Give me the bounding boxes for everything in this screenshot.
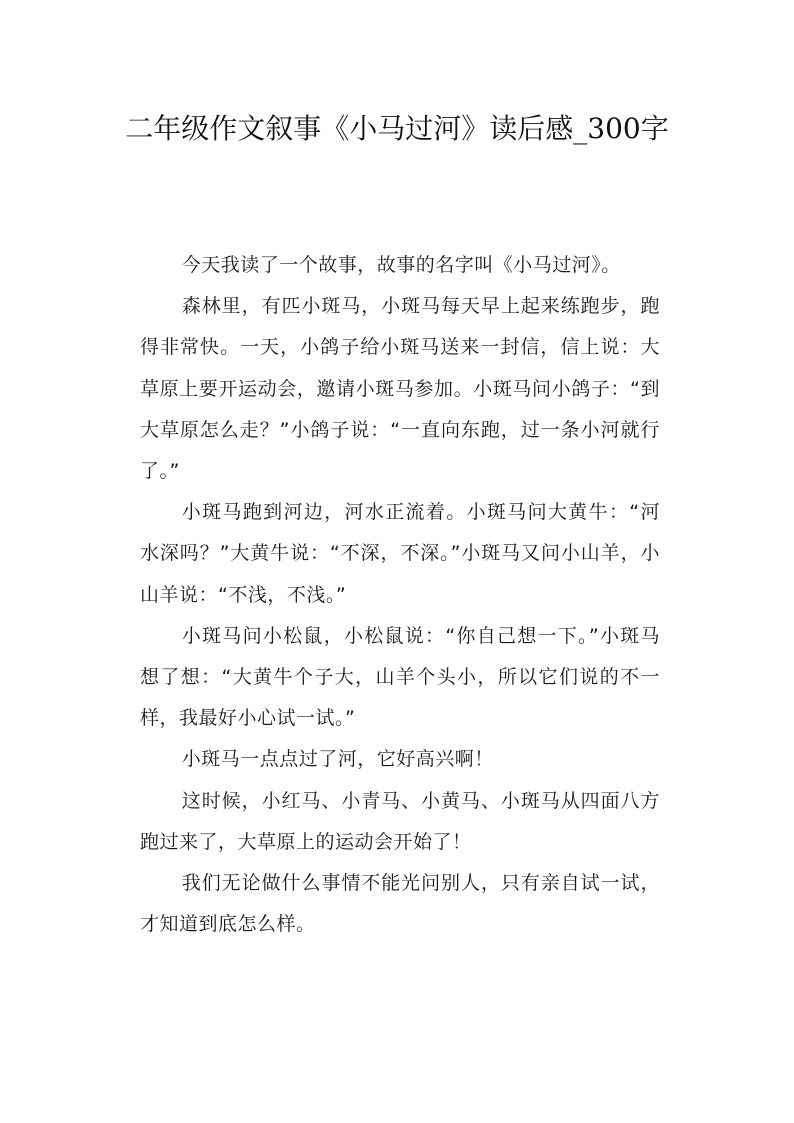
paragraph-6: 这时候，小红马、小青马、小黄马、小斑马从四面八方跑过来了，大草原上的运动会开始了！: [140, 789, 660, 853]
paragraph-5: 小斑马一点点过了河，它好高兴啊！: [181, 748, 494, 771]
document-body: [140, 245, 660, 945]
paragraph-1: 今天我读了一个故事，故事的名字叫《小马过河》。: [181, 254, 621, 276]
paragraph-2: 森林里，有匹小斑马，小斑马每天早上起来练跑步，跑得非常快。一天，小鸽子给小斑马送来一封信，信上说：大草原上要开运动会，邀请小斑马参加。小斑马问小鸽子：“到大草原怎么走？”小鸽子说：“一直向东跑，过一条小河就行了。”: [140, 295, 660, 483]
paragraph-4: 小斑马问小松鼠，小松鼠说：“你自己想一下。”小斑马想了想：“大黄牛个子大，山羊个头小，所以它们说的不一样，我最好小心试一试。”: [140, 624, 660, 730]
paragraph-3: 小斑马跑到河边，河水正流着。小斑马问大黄牛：“河水深吗？”大黄牛说：“不深，不深。”小斑马又问小山羊，小山羊说：“不浅，不浅。”: [140, 501, 660, 606]
paragraph-7: 我们无论做什么事情不能光问别人，只有亲自试一试，才知道到底怎么样。: [140, 872, 660, 936]
document-title: 二年级作文叙事《小马过河》读后感_300字: [125, 112, 669, 145]
